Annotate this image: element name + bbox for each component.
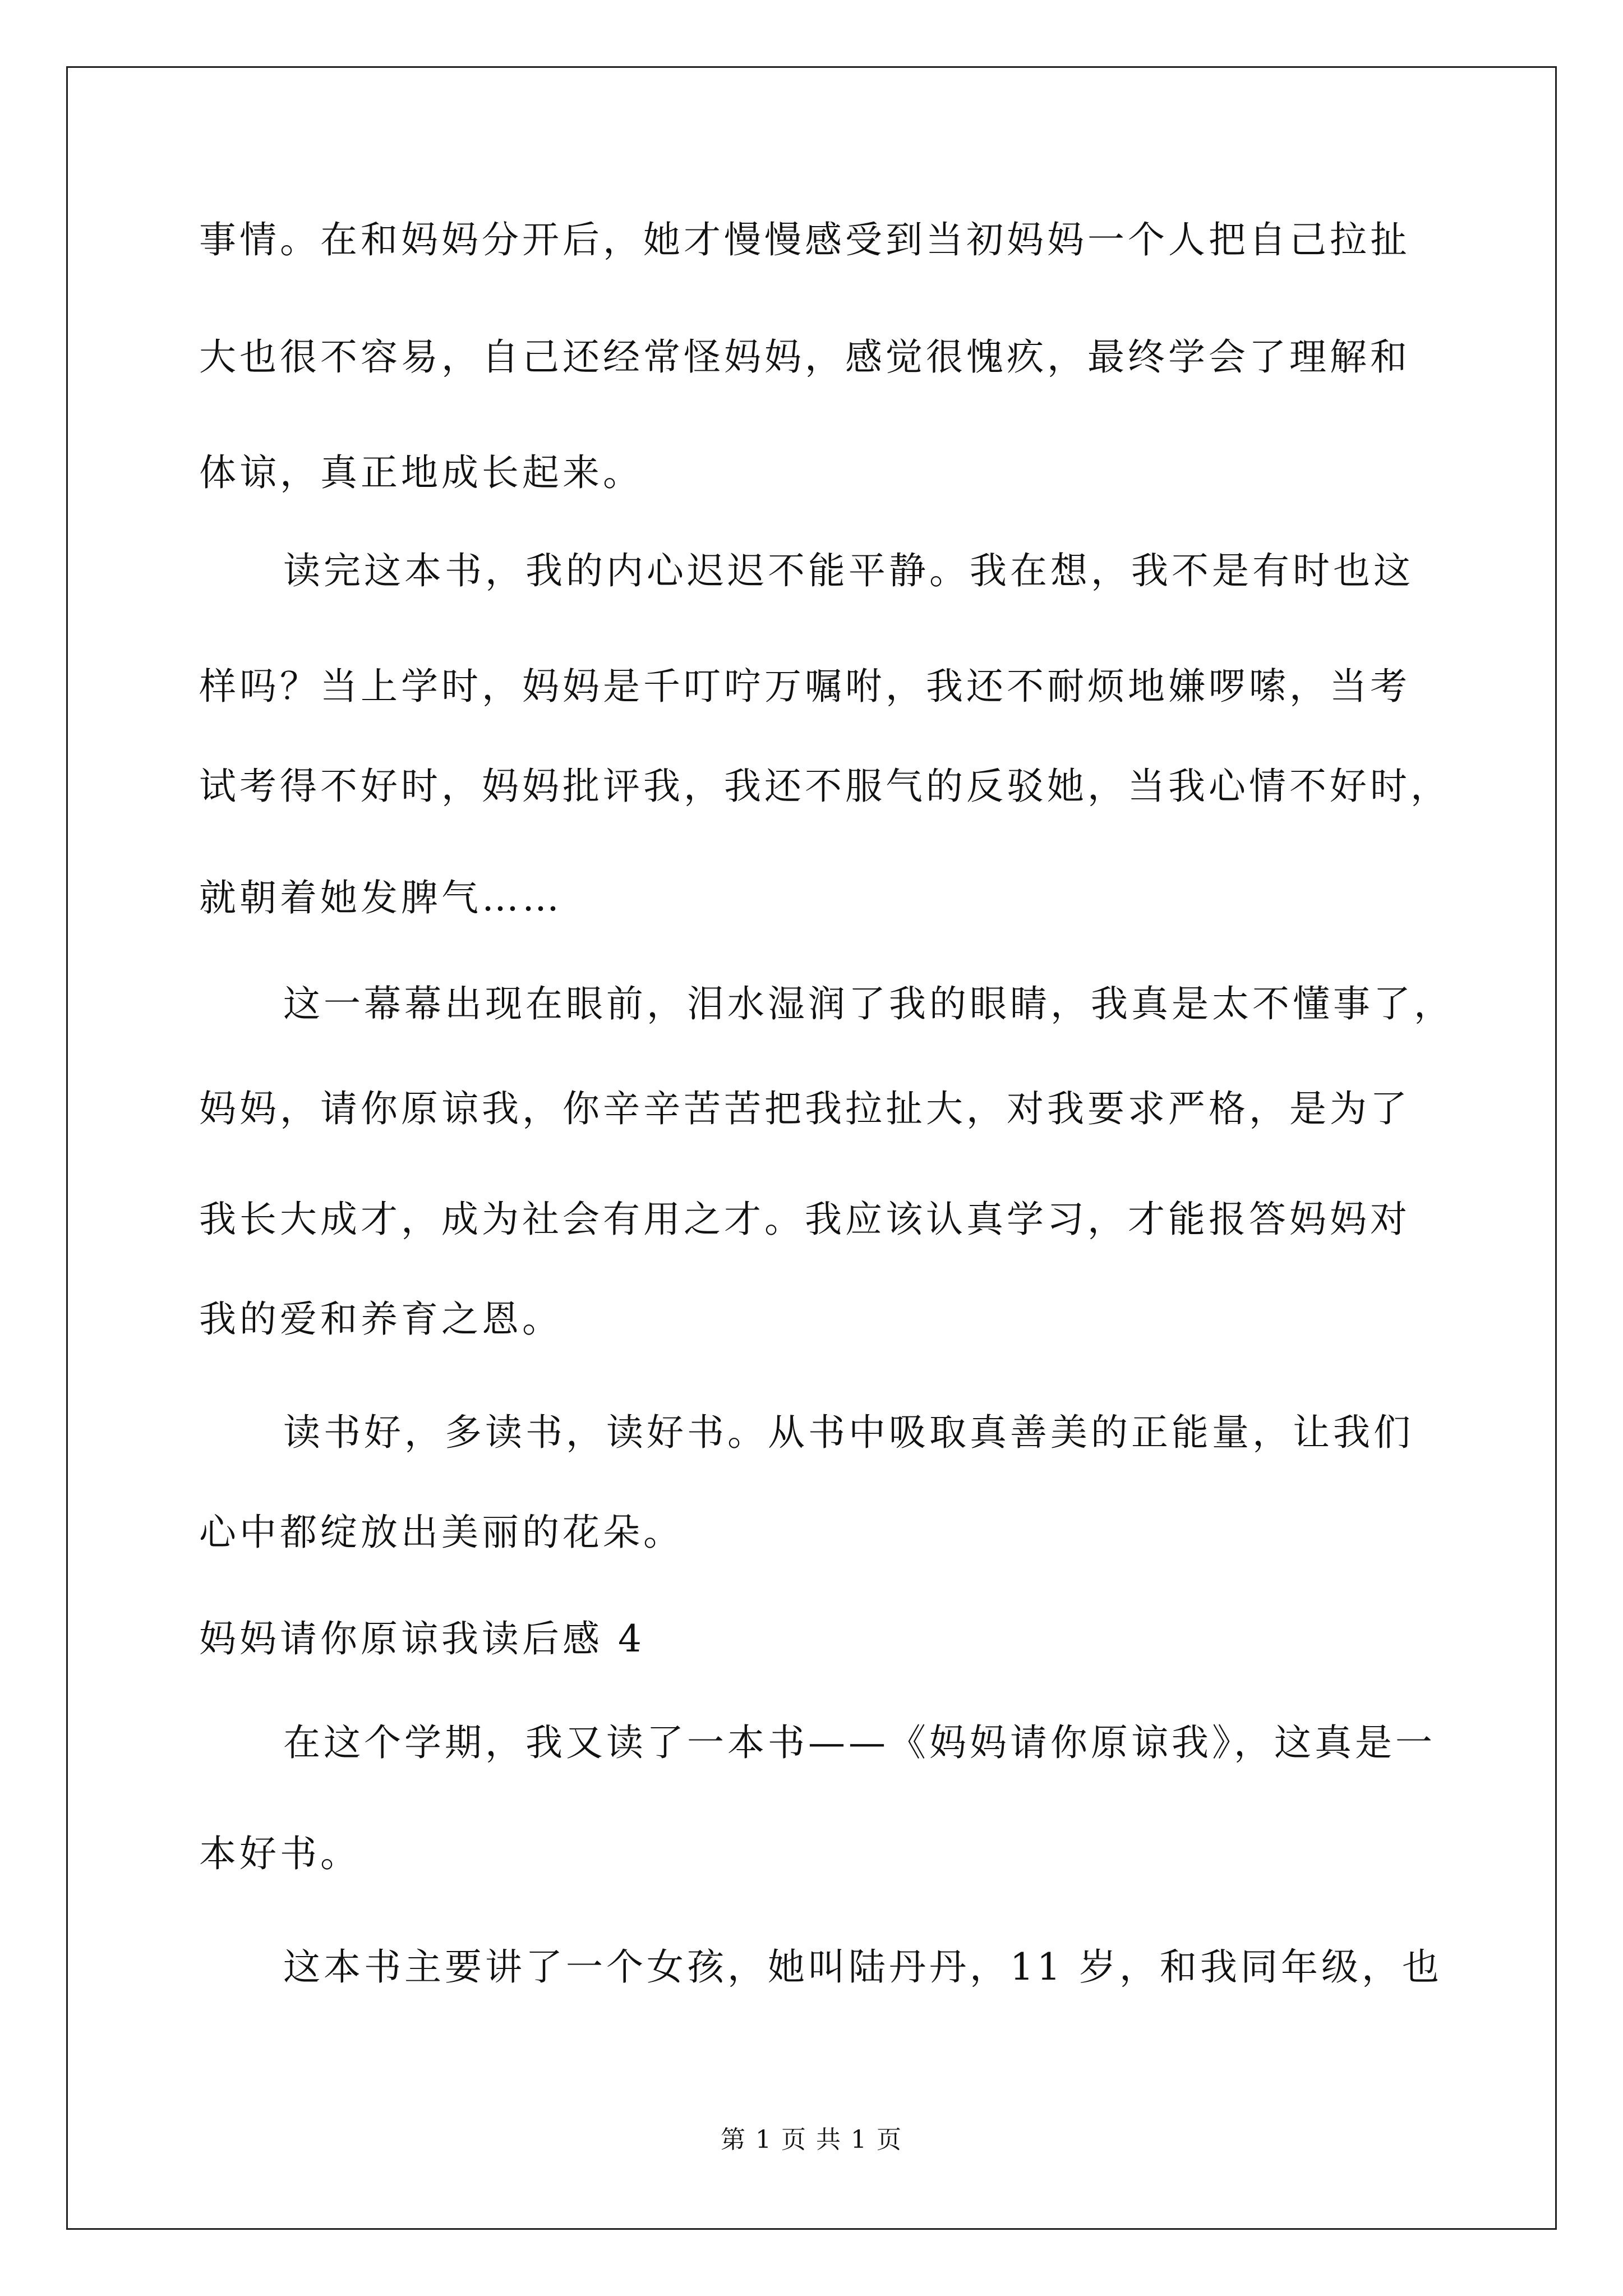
paragraph-line: 本好书。 [199, 1832, 361, 1875]
paragraph-line: 我长大成才，成为社会有用之才。我应该认真学习，才能报答妈妈对 [199, 1198, 1410, 1241]
section-heading: 妈妈请你原谅我读后感 4 [199, 1617, 645, 1660]
paragraph-line: 这一幕幕出现在眼前，泪水湿润了我的眼睛，我真是太不懂事了， [283, 982, 1454, 1025]
paragraph-line: 读完这本书，我的内心迟迟不能平静。我在想，我不是有时也这 [283, 549, 1414, 592]
paragraph-line: 样吗？当上学时，妈妈是千叮咛万嘱咐，我还不耐烦地嫌啰嗦，当考 [199, 665, 1410, 708]
paragraph-line: 体谅，真正地成长起来。 [199, 451, 643, 494]
paragraph-line: 妈妈，请你原谅我，你辛辛苦苦把我拉扯大，对我要求严格，是为了 [199, 1087, 1410, 1130]
paragraph-line: 我的爱和养育之恩。 [199, 1297, 562, 1341]
page-footer: 第 1 页 共 1 页 [721, 2125, 902, 2154]
paragraph-line: 事情。在和妈妈分开后，她才慢慢感受到当初妈妈一个人把自己拉扯 [199, 218, 1410, 261]
paragraph-line: 试考得不好时，妈妈批评我，我还不服气的反驳她，当我心情不好时， [199, 765, 1451, 808]
paragraph-line: 读书好，多读书，读好书。从书中吸取真善美的正能量，让我们 [283, 1411, 1414, 1454]
paragraph-line: 在这个学期，我又读了一本书——《妈妈请你原谅我》，这真是一 [283, 1721, 1436, 1764]
page-border [66, 66, 1557, 2230]
paragraph-line: 就朝着她发脾气…… [199, 876, 562, 919]
paragraph-line: 这本书主要讲了一个女孩，她叫陆丹丹，11 岁，和我同年级，也 [283, 1945, 1442, 1989]
paragraph-line: 心中都绽放出美丽的花朵。 [199, 1511, 684, 1554]
paragraph-line: 大也很不容易，自己还经常怪妈妈，感觉很愧疚，最终学会了理解和 [199, 335, 1410, 379]
